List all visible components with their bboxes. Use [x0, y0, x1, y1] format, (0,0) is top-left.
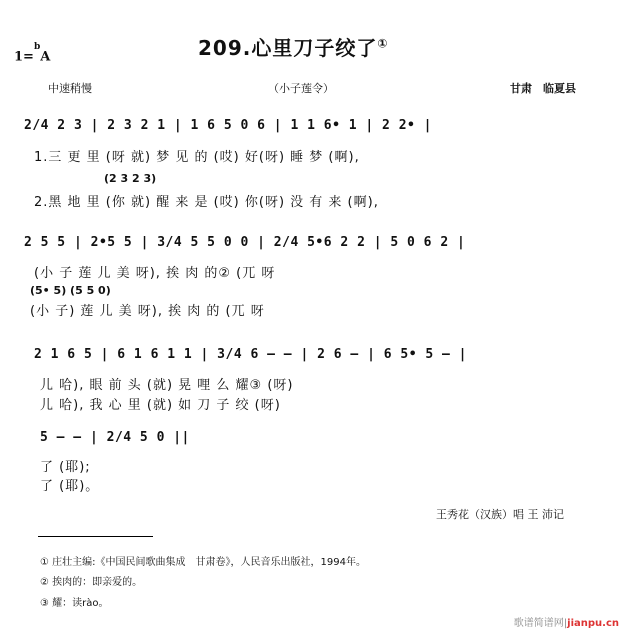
site-watermark: 歌谱简谱网|jianpu.cn [513, 618, 619, 629]
footnote-3: ③ 耀：读rào。 [40, 598, 109, 609]
watermark-url: jianpu.cn [567, 618, 619, 629]
song-title [198, 32, 389, 61]
notes-line-4: 5 — — | 2/4 5 0 || [40, 430, 190, 445]
lyrics-line-2-1: (小 子 莲 儿 美 呀), 挨 肉 的② (兀 呀 [34, 266, 276, 281]
lyrics-line-2-2: (小 子) 莲 儿 美 呀), 挨 肉 的 (兀 呀 [30, 304, 265, 319]
lyrics-line-1-1: 1.三 更 里 (呀 就) 梦 见 的 (哎) 好(呀) 睡 梦 (啊), [34, 150, 360, 165]
region-label: 甘肃 临夏县 [510, 82, 576, 95]
credit-line: 王秀花（汉族）唱 王 沛记 [436, 508, 564, 521]
variant-notes-2: (5• 5) (5 5 0) [30, 284, 111, 297]
lyrics-line-4-2: 了 (耶)。 [40, 479, 100, 494]
key-signature [14, 42, 51, 65]
title-footnote-mark: ① [377, 36, 389, 51]
lyrics-line-3-1: 儿 哈), 眼 前 头 (就) 晃 哩 么 耀③ (呀) [40, 378, 294, 393]
title-text: 209.心里刀子绞了 [198, 36, 378, 60]
lyrics-line-3-2: 儿 哈), 我 心 里 (就) 如 刀 子 绞 (呀) [40, 398, 281, 413]
key-prefix: 1= [14, 49, 34, 65]
key-flat: b [33, 42, 41, 52]
variant-notes-1: (2 3 2 3) [104, 172, 157, 185]
footnote-1: ① 庄壮主编:《中国民间歌曲集成 甘肃卷》，人民音乐出版社，1994年。 [40, 557, 366, 568]
tempo-marking: 中速稍慢 [48, 82, 92, 95]
genre-label: （小子莲令） [268, 82, 334, 95]
key-note: A [40, 49, 51, 65]
footnote-divider [38, 536, 153, 537]
footnote-2: ② 挨肉的：即亲爱的。 [40, 577, 143, 588]
notes-line-1: 2/4 2 3 | 2 3 2 1 | 1 6 5 0 6 | 1 1 6• 1 | 2 2• | [24, 118, 433, 133]
lyrics-line-1-2: 2.黑 地 里 (你 就) 醒 来 是 (哎) 你(呀) 没 有 来 (啊), [34, 195, 379, 210]
lyrics-line-4-1: 了 (耶); [40, 460, 91, 475]
watermark-cn: 歌谱简谱网 [513, 618, 564, 629]
notes-line-3: 2 1 6 5 | 6 1 6 1 1 | 3/4 6 — — | 2 6 — | 6 5• 5 — | [34, 347, 467, 362]
notes-line-2: 2 5 5 | 2•5 5 | 3/4 5 5 0 0 | 2/4 5•6 2 2 | 5 0 6 2 | [24, 235, 466, 250]
